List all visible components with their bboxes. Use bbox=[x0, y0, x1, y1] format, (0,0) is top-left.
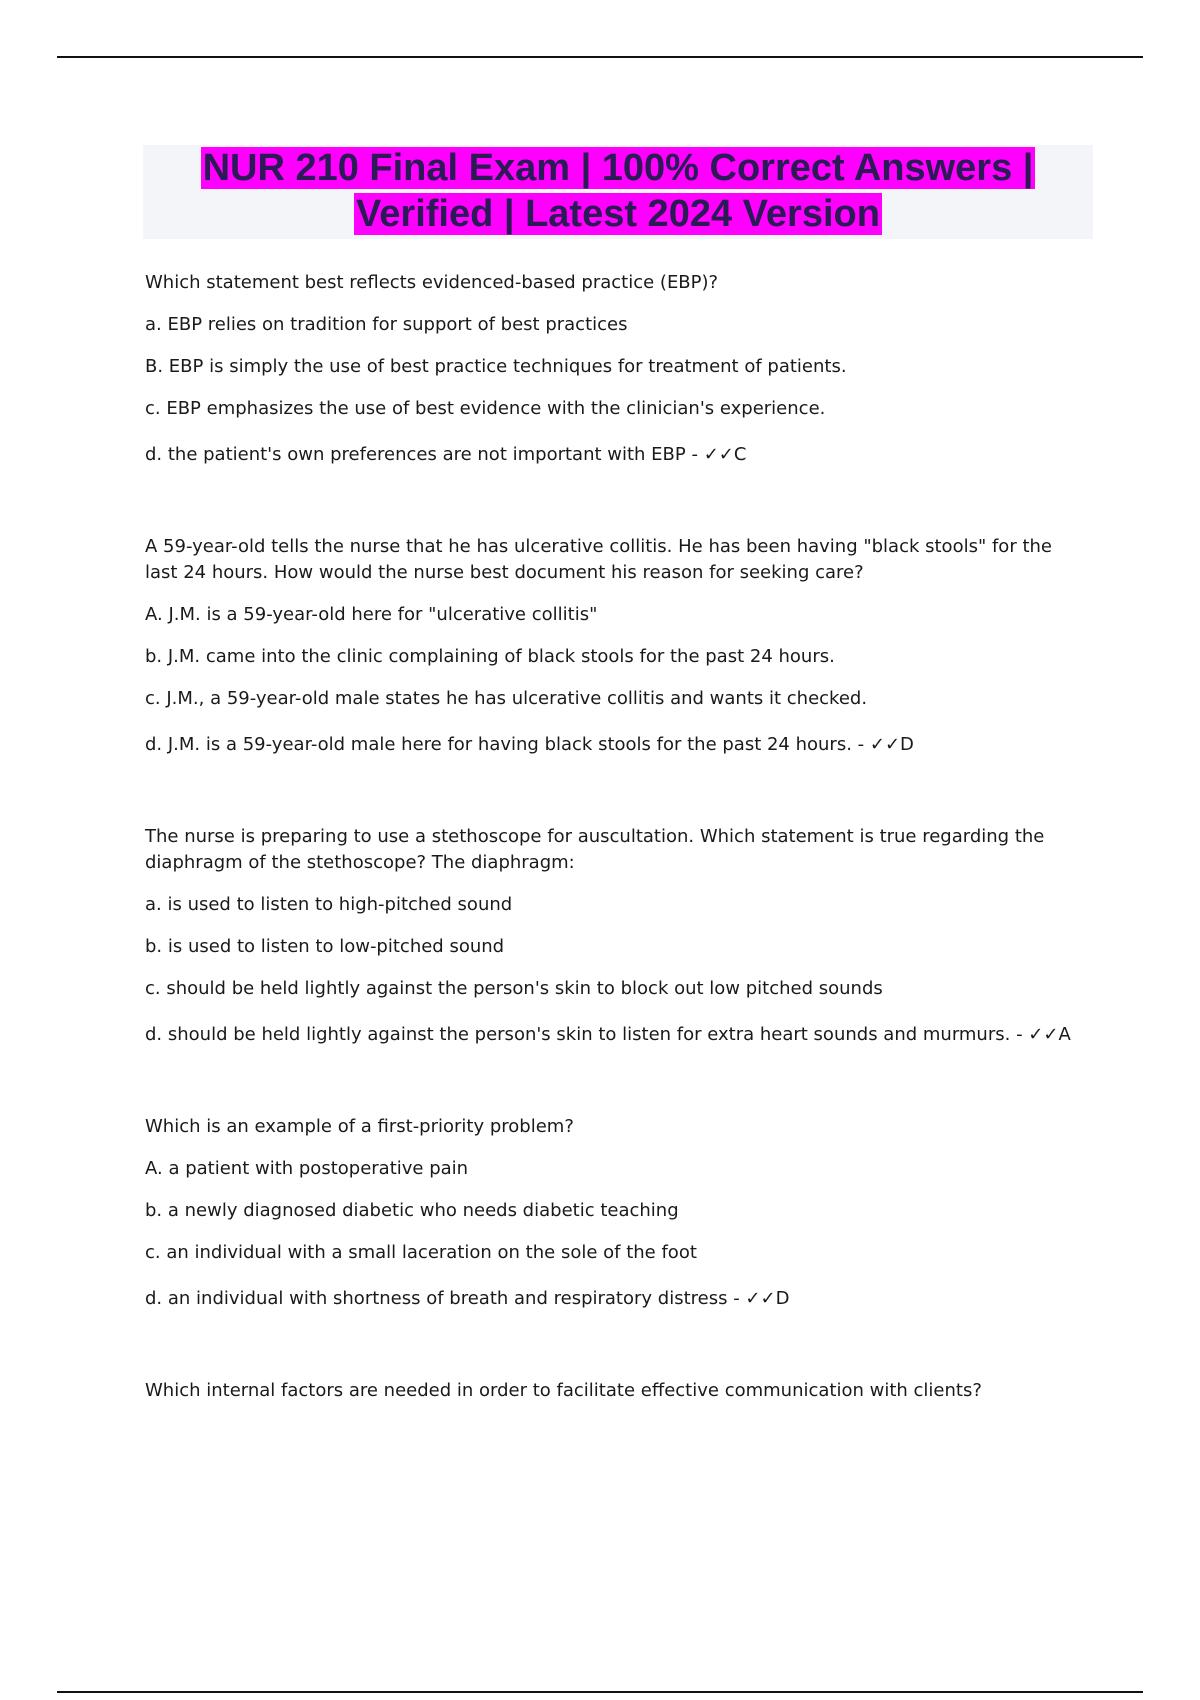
title-banner bbox=[143, 145, 1093, 239]
option-b: b. a newly diagnosed diabetic who needs diabetic teaching bbox=[145, 1200, 679, 1221]
question-block bbox=[145, 270, 1085, 468]
option-d-text: d. should be held lightly against the person's skin to listen for extra heart sounds and murmurs. - bbox=[145, 1024, 1029, 1045]
option-b: B. EBP is simply the use of best practice techniques for treatment of patients. bbox=[145, 356, 847, 377]
option-a: a. is used to listen to high-pitched sound bbox=[145, 894, 513, 915]
option-d-text: d. an individual with shortness of breath and respiratory distress - bbox=[145, 1288, 746, 1309]
option-d-text: d. J.M. is a 59-year-old male here for having black stools for the past 24 hours. - bbox=[145, 734, 870, 755]
page-title bbox=[143, 145, 1093, 237]
answer-letter: D bbox=[900, 734, 914, 755]
option-b: b. J.M. came into the clinic complaining of black stools for the past 24 hours. bbox=[145, 646, 835, 667]
check-marks-icon: ✓✓ bbox=[703, 444, 734, 465]
option-a: a. EBP relies on tradition for support of best practices bbox=[145, 314, 628, 335]
question-text: Which statement best reflects evidenced-based practice (EBP)? bbox=[145, 272, 719, 293]
question-text: Which internal factors are needed in order to facilitate effective communication with clients? bbox=[145, 1380, 982, 1401]
option-d bbox=[145, 442, 1085, 468]
bottom-rule bbox=[57, 1691, 1143, 1693]
title-line-1: NUR 210 Final Exam | 100% Correct Answers | bbox=[202, 147, 1034, 189]
check-marks-icon: ✓✓ bbox=[745, 1288, 776, 1309]
option-d bbox=[145, 732, 1085, 758]
question-block bbox=[145, 824, 1085, 1048]
answer-letter: D bbox=[775, 1288, 790, 1309]
option-c: c. should be held lightly against the person's skin to block out low pitched sounds bbox=[145, 978, 883, 999]
question-block bbox=[145, 1114, 1085, 1312]
question-text: Which is an example of a first-priority problem? bbox=[145, 1116, 574, 1137]
check-marks-icon: ✓✓ bbox=[1028, 1024, 1059, 1045]
answer-letter: A bbox=[1058, 1024, 1071, 1045]
option-a: A. a patient with postoperative pain bbox=[145, 1158, 469, 1179]
option-d bbox=[145, 1286, 1085, 1312]
option-c: c. an individual with a small laceration on the sole of the foot bbox=[145, 1242, 697, 1263]
question-list bbox=[145, 270, 1085, 1470]
question-block bbox=[145, 534, 1085, 758]
check-marks-icon: ✓✓ bbox=[869, 734, 901, 755]
answer-letter: C bbox=[733, 444, 747, 465]
question-block bbox=[145, 1378, 1085, 1404]
option-c: c. J.M., a 59-year-old male states he has ulcerative collitis and wants it checked. bbox=[145, 688, 868, 709]
option-d-text: d. the patient's own preferences are not important with EBP - bbox=[145, 444, 704, 465]
option-c: c. EBP emphasizes the use of best evidence with the clinician's experience. bbox=[145, 398, 826, 419]
top-rule bbox=[57, 56, 1143, 58]
option-d bbox=[145, 1022, 1085, 1048]
question-text: The nurse is preparing to use a stethoscope for auscultation. Which statement is true regarding the diaphragm of the stethoscope? The diaphragm: bbox=[145, 826, 1045, 873]
title-line-2: Verified | Latest 2024 Version bbox=[356, 193, 880, 235]
option-a: A. J.M. is a 59-year-old here for "ulcerative collitis" bbox=[145, 604, 598, 625]
option-b: b. is used to listen to low-pitched sound bbox=[145, 936, 505, 957]
question-text: A 59-year-old tells the nurse that he has ulcerative collitis. He has been having "black stools" for the last 24 hours. How would the nurse best document his reason for seeking care? bbox=[145, 536, 1052, 583]
